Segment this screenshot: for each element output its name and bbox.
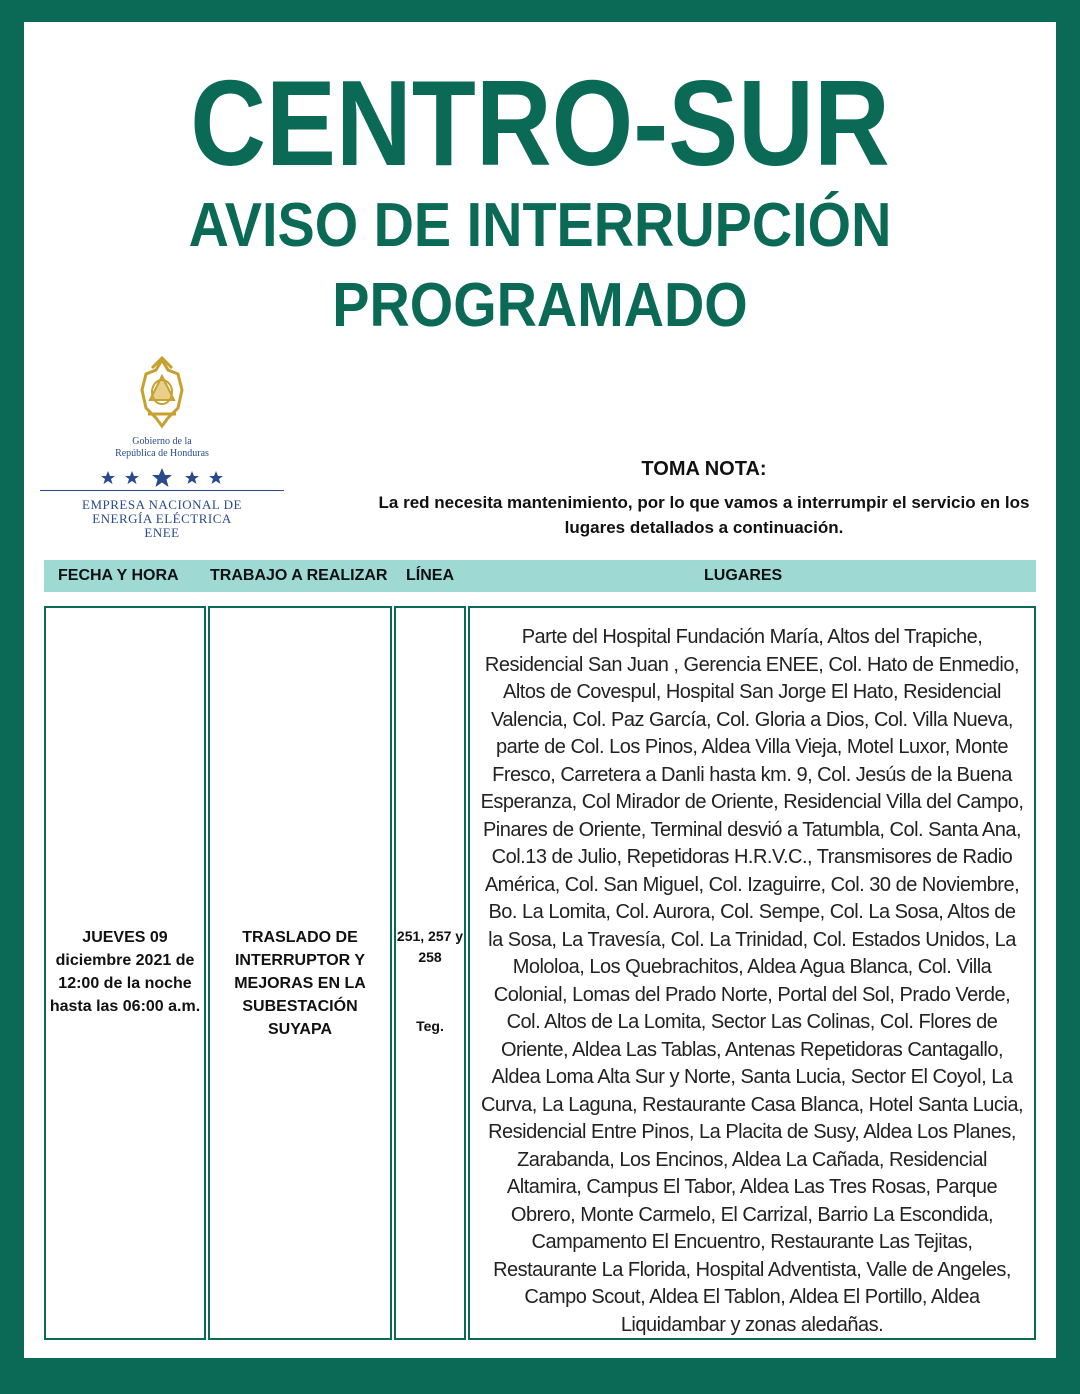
notice-heading: TOMA NOTA: — [641, 458, 767, 480]
cell-places — [468, 606, 1036, 1340]
company-line2: ENERGÍA ELÉCTRICA — [92, 511, 232, 526]
cell-line — [394, 606, 466, 1340]
notice-sheet — [24, 22, 1056, 1358]
gov-line1: Gobierno de la — [132, 436, 192, 447]
work-text: TRASLADO DE INTERRUPTOR Y MEJORAS EN LA SUBESTACIÓN SUYAPA — [234, 929, 366, 1038]
cell-work — [208, 606, 392, 1340]
enee-logo — [40, 356, 284, 546]
stars-icon — [100, 468, 224, 488]
line-text: 251, 257 y 258 — [396, 928, 464, 965]
page-title: CENTRO-SUR — [190, 55, 890, 191]
notice-body: La red necesita mantenimiento, por lo que vamos a interrumpir el servicio en los lugares detallados a continuación. — [378, 493, 1030, 537]
date-text: JUEVES 09 diciembre 2021 de 12:00 de la noche hasta las 06:00 a.m. — [49, 929, 201, 1015]
notice-subtitle-line2: PROGRAMADO — [332, 271, 748, 340]
coat-of-arms-icon — [132, 356, 192, 430]
company-line3: ENEE — [144, 525, 180, 540]
logo-divider — [40, 490, 284, 491]
line-city-text: Teg. — [416, 1018, 444, 1034]
header-work: TRABAJO A REALIZAR — [210, 567, 388, 584]
header-places: LUGARES — [704, 567, 783, 584]
gov-line2: República de Honduras — [115, 448, 209, 459]
company-line1: EMPRESA NACIONAL DE — [82, 497, 242, 512]
notice-subtitle-line1: AVISO DE INTERRUPCIÓN — [188, 191, 892, 260]
header-date: FECHA Y HORA — [58, 567, 179, 584]
table-header — [44, 560, 1036, 592]
header-line: LÍNEA — [406, 567, 454, 584]
cell-date — [44, 606, 206, 1340]
places-text: Parte del Hospital Fundación María, Altos del Trapiche, Residencial San Juan , Gerencia ENEE, Col. Hato de Enmedio, Altos de Covespul, Hospital San Jorge El Hato, Residencial Valencia, Col. Paz García, Col. Gloria a Dios, Col. Villa Nueva, parte de Col. Los Pinos, Aldea Villa Vieja, Motel Luxor, Monte Fresco, Carretera a Danli hasta km. 9, Col. Jesús de la Buena Esperanza, Col Mirador de Oriente, Residencial Villa del Campo, Pinares de Oriente, Terminal desvió a Tatumbla, Col. Santa Ana, Col.13 de Julio, Repetidoras H.R.V.C., Transmisores de Radio América, Col. San Miguel, Col. Izaguirre, Col. 30 de Noviembre, Bo. La Lomita, Col. Aurora, Col. Sempe, Col. La Sosa, Altos de la Sosa, La Travesía, Col. La Trinidad, Col. Estados Unidos, La Mololoa, Los Quebrachitos, Aldea Agua Blanca, Col. Villa Colonial, Lomas del Prado Norte, Portal del Sol, Prado Verde, Col. Altos de La Lomita, Sector Las Colinas, Col. Flores de Oriente, Aldea Las Tablas, Antenas Repetidoras Cantagallo, Aldea Loma Alta Sur y Norte, Santa Lucia, Sector El Coyol, La Curva, La Laguna, Restaurante Casa Blanca, Hotel Santa Lucia, Residencial Entre Pinos, La Placita de Susy, Aldea Los Planes, Zarabanda, Los Encinos, Aldea La Cañada, Residencial Altamira, Campus El Tabor, Aldea Las Tres Rosas, Parque Obrero, Monte Carmelo, El Carrizal, Barrio La Escondida, Campamento El Encuentro, Restaurante Las Tejitas, Restaurante La Florida, Hospital Adventista, Valle de Angeles, Campo Scout, Aldea El Tablon, Aldea El Portillo, Aldea Liquidambar y zonas aledañas. — [480, 626, 1024, 1336]
